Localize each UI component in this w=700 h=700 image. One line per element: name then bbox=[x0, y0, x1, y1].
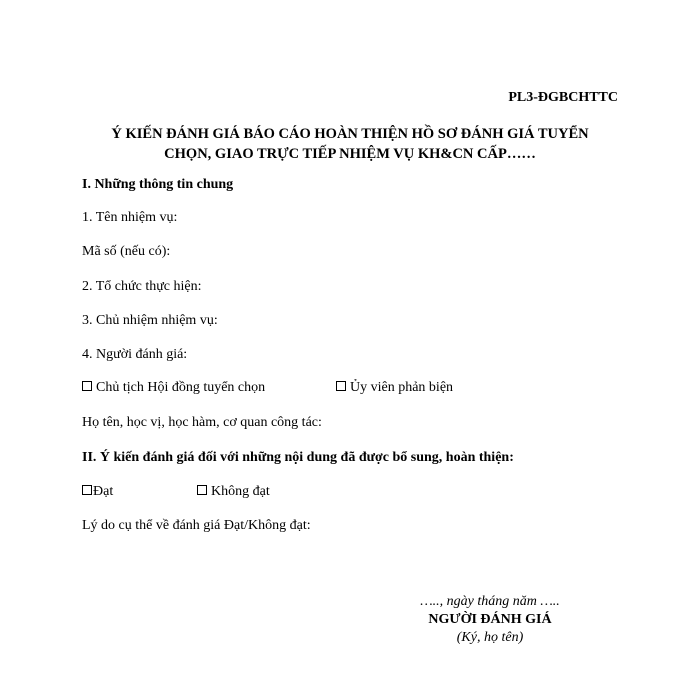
fail-option[interactable] bbox=[197, 484, 270, 500]
role-chair-option[interactable] bbox=[82, 380, 265, 396]
section1-heading: I. Những thông tin chung bbox=[82, 177, 234, 192]
role-chair-label: Chủ tịch Hội đồng tuyển chọn bbox=[96, 380, 266, 395]
signature-note: (Ký, họ tên) bbox=[456, 630, 524, 645]
form-code: PL3-ĐGBCHTTC bbox=[508, 90, 618, 105]
checkbox-icon[interactable] bbox=[197, 485, 207, 495]
pass-label: Đạt bbox=[93, 484, 114, 499]
document-title-line2: CHỌN, GIAO TRỰC TIẾP NHIỆM VỤ KH&CN CẤP…… bbox=[164, 146, 536, 162]
document-title-line1: Ý KIẾN ĐÁNH GIÁ BÁO CÁO HOÀN THIỆN HỒ SƠ ĐÁNH GIÁ TUYỂN bbox=[111, 126, 589, 142]
fail-label: Không đạt bbox=[211, 484, 270, 499]
checkbox-icon[interactable] bbox=[82, 485, 92, 495]
task-leader-field: 3. Chủ nhiệm nhiệm vụ: bbox=[82, 313, 218, 328]
personal-info-field: Họ tên, học vị, học hàm, cơ quan công tác: bbox=[82, 415, 322, 430]
signature-date-line: ….., ngày tháng năm ….. bbox=[420, 594, 560, 609]
role-reviewer-label: Ủy viên phản biện bbox=[350, 380, 454, 395]
organization-field: 2. Tổ chức thực hiện: bbox=[82, 279, 202, 294]
role-reviewer-option[interactable] bbox=[336, 380, 453, 396]
signature-role: NGƯỜI ĐÁNH GIÁ bbox=[428, 612, 552, 627]
task-name-field: 1. Tên nhiệm vụ: bbox=[82, 210, 178, 225]
pass-option[interactable] bbox=[82, 484, 113, 500]
code-field: Mã số (nếu có): bbox=[82, 244, 171, 259]
section2-heading: II. Ý kiến đánh giá đối với những nội dung đã được bổ sung, hoàn thiện: bbox=[82, 450, 514, 465]
checkbox-icon[interactable] bbox=[82, 381, 92, 391]
evaluator-field: 4. Người đánh giá: bbox=[82, 347, 188, 362]
reason-field: Lý do cụ thể về đánh giá Đạt/Không đạt: bbox=[82, 518, 311, 533]
checkbox-icon[interactable] bbox=[336, 381, 346, 391]
